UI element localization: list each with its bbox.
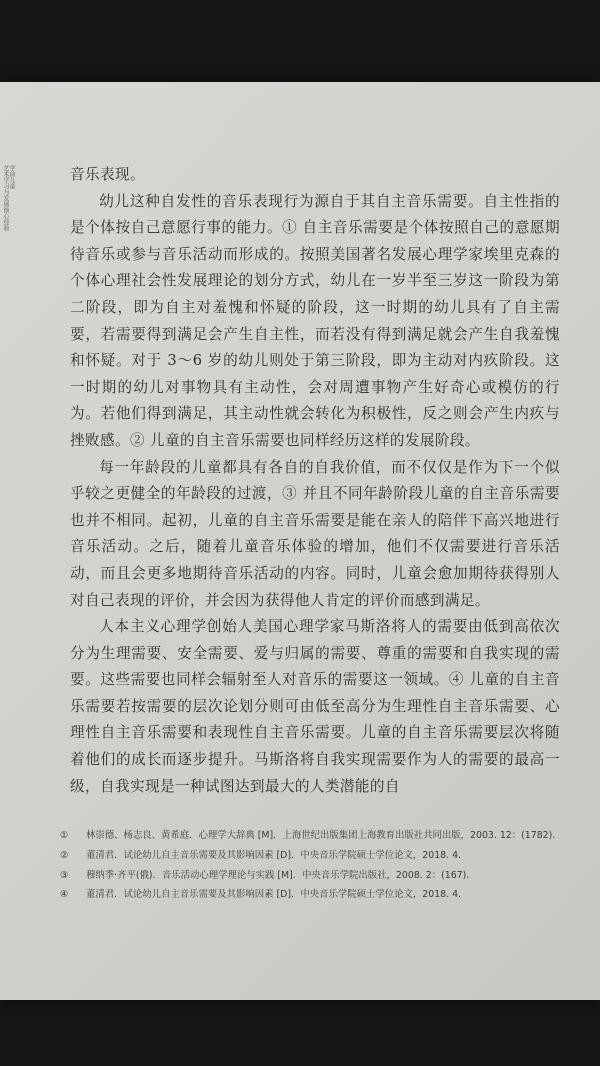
- footnote-mark: ④: [60, 889, 69, 901]
- footnote: [60, 826, 560, 846]
- body-text: [70, 162, 560, 800]
- footnote-mark: ②: [60, 849, 69, 861]
- footnote-text: 林崇德、杨志良、黄希庭．心理学大辞典 [M]．上海世纪出版集团上海教育出版社共同出版，2003. 12：(1782).: [86, 830, 556, 841]
- footnote-mark: ③: [60, 869, 69, 881]
- footnote: [60, 885, 560, 905]
- footnote-mark: ①: [60, 830, 69, 841]
- running-head-title: 艺术学习与发展核心经验: [2, 165, 9, 231]
- footnote-text: 董清君．试论幼儿自主音乐需要及其影响因素 [D]．中央音乐学院硕士学位论文，2018. 4.: [86, 889, 462, 901]
- footnote-text: 董清君．试论幼儿自主音乐需要及其影响因素 [D]．中央音乐学院硕士学位论文，2018. 4.: [86, 849, 462, 861]
- paragraph: 幼儿这种自发性的音乐表现行为源自于其自主音乐需要。自主性指的是个体按自己意愿行事的能力。① 自主音乐需要是个体按照自己的意愿期待音乐或参与音乐活动而形成的。按照美国著名发展心理学家埃里克森的个体心理社会性发展理论的划分方式，幼儿在一岁半至三岁这一阶段为第二阶段，即为自主对羞愧和怀疑的阶段，这一时期的幼儿具有了自主需要，若需要得到满足会产生自主性，而若没有得到满足就会产生自我羞愧和怀疑。对于 3～6 岁的幼儿则处于第三阶段，即为主动对内疚阶段。这一时期的幼儿对事物具有主动性，会对周遭事物产生好奇心或模仿的行为。若他们得到满足，其主动性就会转化为积极性，反之则会产生内疚与挫败感。② 儿童的自主音乐需要也同样经历这样的发展阶段。: [70, 192, 560, 449]
- paragraph: 音乐表现。: [70, 166, 145, 183]
- footnotes: [60, 826, 560, 905]
- paragraph: 人本主义心理学创始人美国心理学家马斯洛将人的需要由低到高依次分为生理需要、安全需要、爱与归属的需要、尊重的需要和自我实现的需要。这些需要也同样会辐射至人对音乐的需要这一领域。④ 儿童的自主音乐需要若按需要的层次论划分则可由低至高分为生理性自主音乐需要、心理性自主音乐需要和表现性自主音乐需要。儿童的自主音乐需要层次将随着他们的成长而逐步提升。马斯洛将自我实现需要作为人的需要的最高一级，自我实现是一种试图达到最大的人类潜能的自: [70, 618, 560, 795]
- paragraph: 每一年龄段的儿童都具有各自的自我价值，而不仅仅是作为下一个似乎较之更健全的年龄段的过渡，③ 并且不同年龄阶段儿童的自主音乐需要也并不相同。起初，儿童的自主音乐需要是能在亲人的陪伴下高兴地进行音乐活动。之后，随着儿童音乐体验的增加，他们不仅需要进行音乐活动，而且会更多地期待音乐活动的内容。同时，儿童会愈加期待获得别人对自己表现的评价，并会因为获得他人肯定的评价而感到满足。: [70, 458, 560, 609]
- running-head-series: 学前儿童: [8, 165, 15, 189]
- running-head: [2, 165, 14, 231]
- footnote-text: 穆纳季·齐平(俄)．音乐活动心理学理论与实践 [M]．中央音乐学院出版社，2008. 2：(167).: [86, 869, 470, 881]
- footnote: [60, 846, 560, 866]
- footnote: [60, 866, 560, 886]
